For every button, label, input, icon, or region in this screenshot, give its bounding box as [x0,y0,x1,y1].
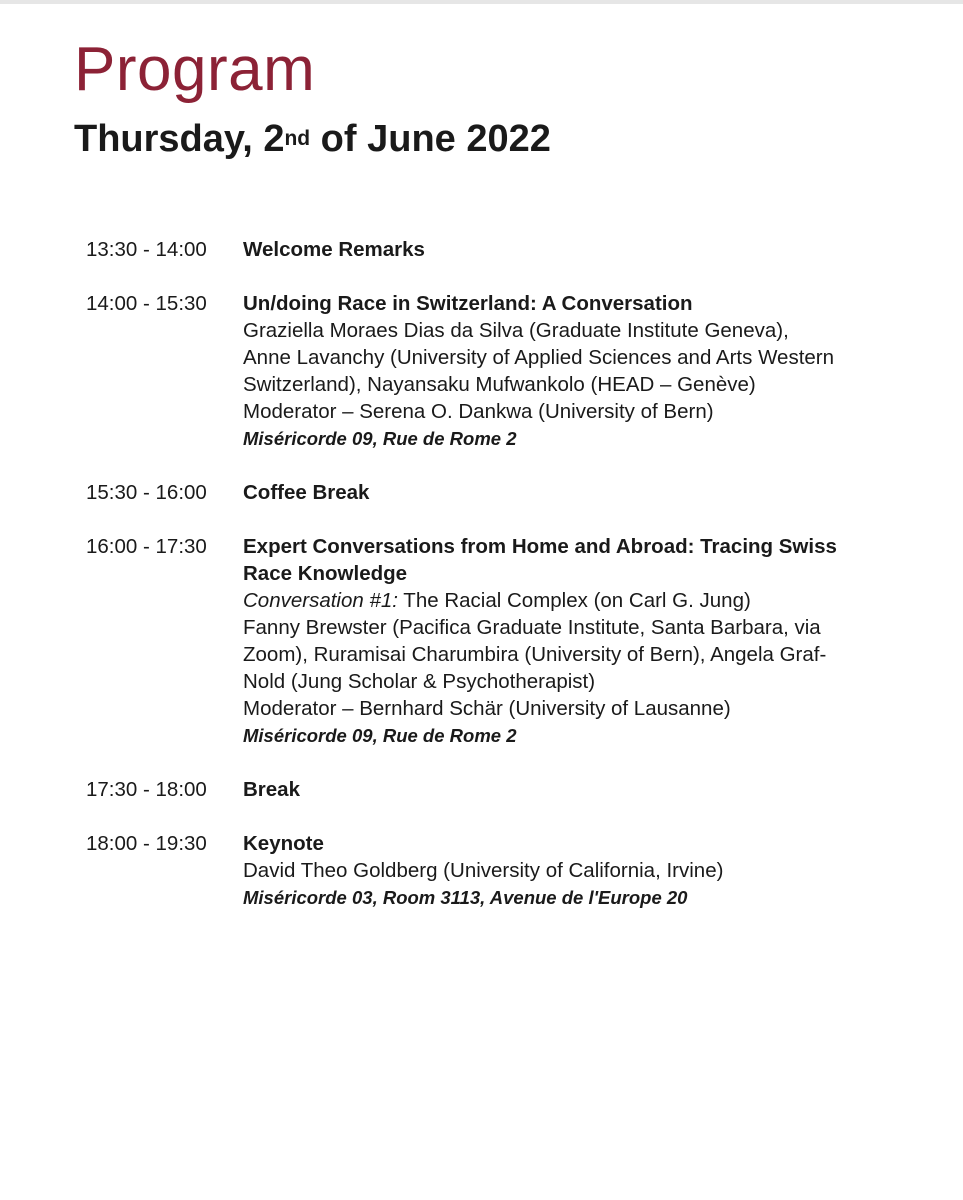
conversation-topic: The Racial Complex (on Carl G. Jung) [397,589,751,612]
entry-location: Miséricorde 03, Room 3113, Avenue de l'Europe 20 [243,887,688,908]
schedule-entry-undoing-race [86,290,906,452]
entry-title: Coffee Break [243,481,370,504]
entry-time: 16:00 - 17:30 [86,535,207,558]
entry-speakers-line: Switzerland), Nayansaku Mufwankolo (HEAD – Genève) [243,373,756,396]
conversation-label: Conversation #1: [243,589,398,612]
entry-body [243,830,906,911]
entry-speakers-line: Fanny Brewster (Pacifica Graduate Institute, Santa Barbara, via [243,616,821,639]
entry-body [243,236,906,263]
entry-time: 13:30 - 14:00 [86,238,207,261]
entry-time: 14:00 - 15:30 [86,292,207,315]
entry-title: Un/doing Race in Switzerland: A Conversation [243,292,693,315]
schedule-entry-break [86,776,906,803]
entry-speakers-line: Anne Lavanchy (University of Applied Sciences and Arts Western [243,346,835,369]
entry-body [243,290,906,452]
date-suffix: of June 2022 [310,118,551,160]
entry-speakers-line: Zoom), Ruramisai Charumbira (University of Bern), Angela Graf- [243,643,827,666]
entry-speakers-line: Nold (Jung Scholar & Psychotherapist) [243,670,596,693]
entry-title: Expert Conversations from Home and Abroad: Tracing Swiss [243,535,837,558]
page-title: Program [74,35,316,104]
entry-speaker: David Theo Goldberg (University of California, Irvine) [243,859,724,882]
entry-title: Keynote [243,832,324,855]
entry-speakers-line: Graziella Moraes Dias da Silva (Graduate Institute Geneva), [243,319,789,342]
top-divider [0,0,963,4]
entry-location: Miséricorde 09, Rue de Rome 2 [243,428,517,449]
entry-time: 17:30 - 18:00 [86,778,207,801]
entry-body [243,776,906,803]
schedule [86,236,906,938]
program-date [74,113,551,165]
schedule-entry-keynote [86,830,906,911]
entry-title-continued: Race Knowledge [243,562,408,585]
entry-body [243,479,906,506]
entry-time: 18:00 - 19:30 [86,832,207,855]
entry-subtitle [243,587,906,614]
schedule-entry-coffee-break [86,479,906,506]
entry-moderator: Moderator – Serena O. Dankwa (University of Bern) [243,400,714,423]
entry-time: 15:30 - 16:00 [86,481,207,504]
date-prefix: Thursday, 2 [74,118,285,160]
schedule-entry-expert-conversations [86,533,906,749]
entry-body [243,533,906,749]
entry-moderator: Moderator – Bernhard Schär (University of Lausanne) [243,697,731,720]
entry-title: Welcome Remarks [243,238,425,261]
date-ordinal-suffix: nd [284,127,311,150]
entry-title: Break [243,778,300,801]
schedule-entry-welcome [86,236,906,263]
entry-location: Miséricorde 09, Rue de Rome 2 [243,725,517,746]
